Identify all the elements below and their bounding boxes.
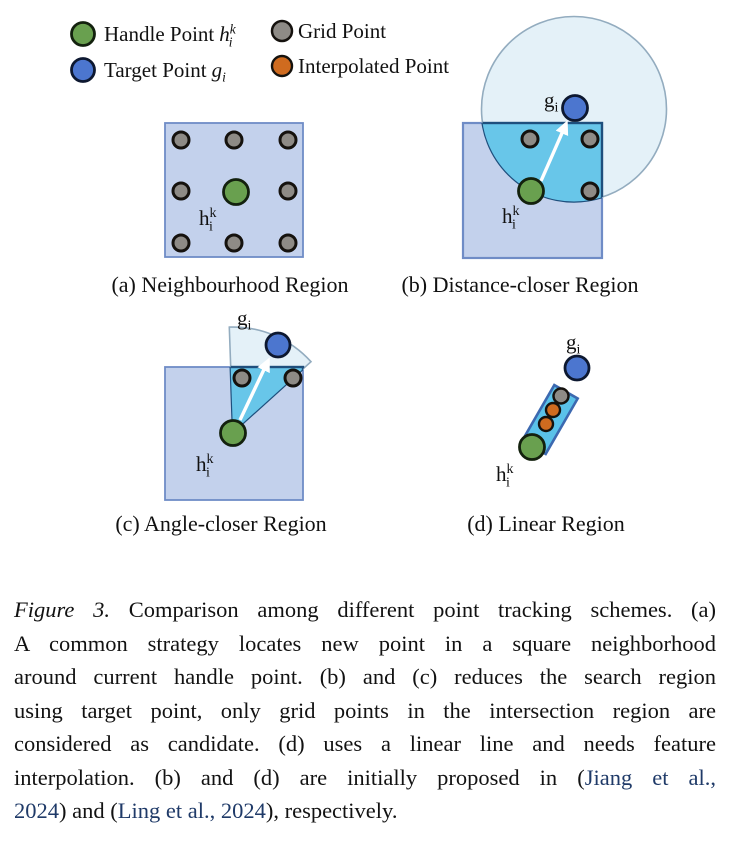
target-label-sub: i bbox=[576, 342, 581, 358]
legend-target-text: Target Point bbox=[104, 58, 207, 82]
handle-label-sub: i bbox=[206, 465, 210, 481]
subcaption-c: (c) Angle-closer Region bbox=[115, 511, 327, 536]
legend-interpolated-point-icon bbox=[272, 56, 292, 76]
legend-handle-point-icon bbox=[72, 23, 95, 46]
grid-point bbox=[226, 235, 242, 251]
legend-target-label bbox=[104, 58, 226, 85]
legend-handle-math-sup: k bbox=[229, 21, 236, 37]
handle-label-base: h bbox=[496, 462, 507, 486]
handle-point bbox=[221, 421, 246, 446]
legend-target-point-icon bbox=[72, 59, 95, 82]
caption-text: around current handle point. (b) and (c) reduces the search region bbox=[14, 664, 716, 689]
grid-point bbox=[173, 183, 189, 199]
handle-label-sub: i bbox=[209, 219, 213, 235]
legend-target-math-base: g bbox=[211, 58, 223, 82]
caption-text: A common strategy locates new point in a square neighborhood bbox=[14, 630, 716, 656]
subfigure-d bbox=[467, 330, 625, 536]
caption-text: using target point, only grid points in the intersection region are bbox=[14, 697, 716, 723]
legend-interpolated-label: Interpolated Point bbox=[298, 54, 450, 78]
legend bbox=[72, 19, 450, 85]
interpolated-point bbox=[546, 403, 560, 417]
subcaption-b: (b) Distance-closer Region bbox=[401, 272, 639, 297]
handle-point bbox=[519, 179, 544, 204]
caption-line bbox=[14, 694, 716, 728]
citation-link[interactable]: 2024 bbox=[14, 798, 59, 823]
grid-point bbox=[522, 131, 538, 147]
subfigure-a bbox=[111, 123, 348, 297]
interpolated-point bbox=[539, 417, 553, 431]
citation-link[interactable]: Ling et al., 2024 bbox=[117, 798, 266, 823]
handle-point-label bbox=[496, 462, 514, 491]
grid-point bbox=[582, 183, 598, 199]
legend-handle-math-base: h bbox=[219, 22, 230, 46]
subcaption-a: (a) Neighbourhood Region bbox=[111, 272, 349, 297]
grid-point bbox=[173, 235, 189, 251]
citation-link[interactable]: Jiang et al., bbox=[584, 764, 716, 790]
caption-text: interpolation. (b) and (d) are initially proposed in ( bbox=[14, 764, 585, 790]
target-point-label bbox=[237, 306, 252, 334]
figure-caption bbox=[14, 593, 716, 828]
target-label-sub: i bbox=[247, 318, 252, 334]
handle-label-base: h bbox=[502, 204, 513, 228]
caption-line bbox=[14, 593, 716, 627]
handle-label-sup: k bbox=[512, 204, 520, 219]
caption-text: Figure 3. bbox=[14, 597, 110, 622]
grid-point bbox=[280, 183, 296, 199]
handle-label-sup: k bbox=[506, 462, 514, 477]
target-point bbox=[565, 356, 589, 380]
caption-line bbox=[14, 660, 716, 694]
caption-text: Comparison among different point tracking schemes. (a) bbox=[109, 597, 716, 622]
handle-point bbox=[520, 435, 545, 460]
target-label-base: g bbox=[237, 306, 248, 330]
grid-point bbox=[280, 132, 296, 148]
handle-label-base: h bbox=[199, 206, 210, 230]
target-point bbox=[563, 96, 588, 121]
handle-label-sup: k bbox=[206, 452, 214, 467]
subcaption-d: (d) Linear Region bbox=[467, 511, 625, 536]
legend-grid-label: Grid Point bbox=[298, 19, 387, 43]
subfigure-c bbox=[115, 306, 326, 536]
grid-point bbox=[280, 235, 296, 251]
caption-line bbox=[14, 727, 716, 761]
legend-target-math-sub: i bbox=[222, 69, 226, 85]
target-label-base: g bbox=[566, 330, 577, 354]
caption-line bbox=[14, 794, 716, 828]
target-point bbox=[266, 333, 290, 357]
grid-point bbox=[554, 389, 569, 404]
caption-text: considered as candidate. (d) uses a linear line and needs feature bbox=[14, 731, 716, 756]
legend-handle-label bbox=[104, 22, 237, 50]
caption-line bbox=[14, 627, 716, 661]
target-label-base: g bbox=[544, 88, 555, 112]
legend-handle-math-sub: i bbox=[228, 34, 233, 50]
handle-label-sup: k bbox=[209, 206, 217, 221]
caption-line bbox=[14, 761, 716, 795]
grid-point bbox=[226, 132, 242, 148]
grid-point bbox=[582, 131, 598, 147]
grid-point bbox=[285, 370, 301, 386]
grid-point bbox=[173, 132, 189, 148]
handle-label-base: h bbox=[196, 452, 207, 476]
grid-point bbox=[234, 370, 250, 386]
caption-text: ), respectively. bbox=[265, 798, 398, 823]
handle-label-sub: i bbox=[506, 475, 510, 491]
handle-label-sub: i bbox=[512, 217, 516, 233]
target-label-sub: i bbox=[554, 100, 559, 116]
legend-grid-point-icon bbox=[272, 21, 292, 41]
legend-handle-text: Handle Point bbox=[104, 22, 215, 46]
caption-text: ) and ( bbox=[59, 798, 118, 823]
target-point-label bbox=[566, 330, 581, 358]
handle-point bbox=[224, 180, 249, 205]
